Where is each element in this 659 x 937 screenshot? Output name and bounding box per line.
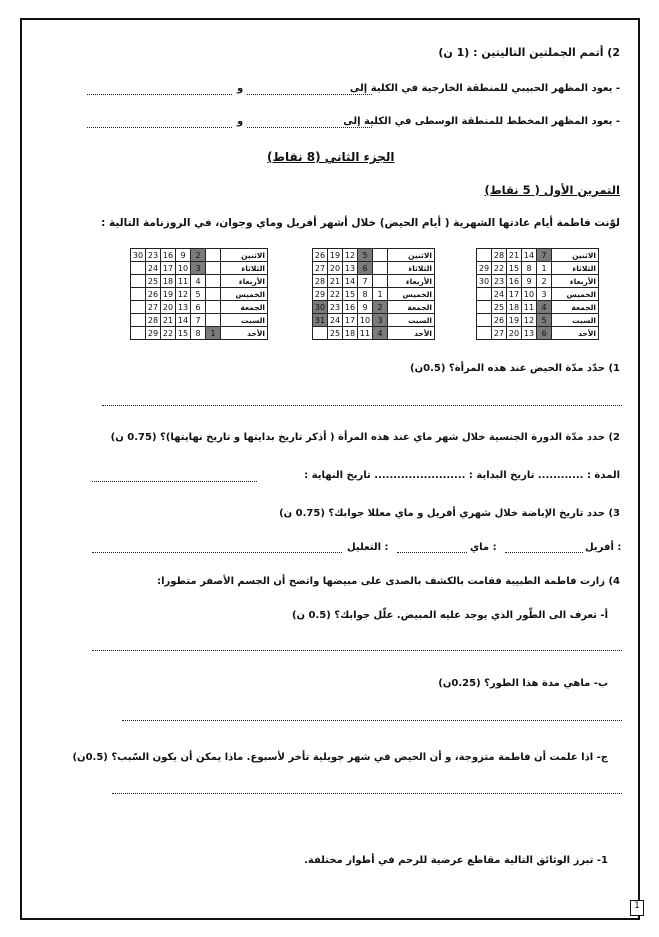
and-word-2: و xyxy=(237,116,244,127)
calendar-row xyxy=(313,314,435,327)
calendar-day-cell: 20 xyxy=(161,301,176,314)
calendar-day-cell: 22 xyxy=(492,262,507,275)
question-2: 2) حدد مدّة الدورة الجنسية خلال شهر ماي عند هذه المرأة ( أذكر تاريخ بدايتها و تاريخ نهايتها)؟ (0.75 ن) xyxy=(110,432,620,443)
calendar-day-cell: 16 xyxy=(343,301,358,314)
calendar-day-cell: 12 xyxy=(522,314,537,327)
calendar-day-cell: 5 xyxy=(191,288,206,301)
calendar-day-cell: 5 xyxy=(537,314,552,327)
calendar-day-cell: 16 xyxy=(507,275,522,288)
calendar-row xyxy=(313,327,435,340)
calendar-row xyxy=(477,301,599,314)
calendar-day-cell: 3 xyxy=(537,288,552,301)
calendar-day-cell xyxy=(206,275,221,288)
calendar-day-cell: 17 xyxy=(507,288,522,301)
calendar-day-cell: 31 xyxy=(313,314,328,327)
calendar-day-cell: 18 xyxy=(507,301,522,314)
calendar-row xyxy=(477,262,599,275)
calendar-day-cell: 19 xyxy=(161,288,176,301)
calendar-row xyxy=(131,249,268,262)
calendar-day-cell: 20 xyxy=(507,327,522,340)
calendar-day-cell: 24 xyxy=(328,314,343,327)
calendar-day-cell: 14 xyxy=(343,275,358,288)
blank-line[interactable] xyxy=(87,94,232,95)
calendar-day-cell xyxy=(131,314,146,327)
calendar-row xyxy=(313,275,435,288)
question-3: 3) حدد تاريخ الإباضة خلال شهري أفريل و ماي معللا جوابك؟ (0.75 ن) xyxy=(279,508,620,519)
blank-line[interactable] xyxy=(247,94,372,95)
calendar-day-cell: 6 xyxy=(191,301,206,314)
question-4a: أ- تعرف الى الطّور الذي يوجد عليه المبيض. علّل جوابك؟ (0.5 ن) xyxy=(291,610,608,621)
duration-label: المدة : ............ تاريخ البداية : ........................ تاريخ النهاية : xyxy=(304,470,620,481)
answer-line[interactable] xyxy=(122,720,622,721)
calendar-day-cell: 4 xyxy=(537,301,552,314)
weekday-label: الخميس xyxy=(552,288,599,301)
april-label: أفريل : xyxy=(585,542,622,553)
calendar-day-cell: 18 xyxy=(161,275,176,288)
calendar-day-cell: 6 xyxy=(358,262,373,275)
weekday-label: الأحد xyxy=(221,327,268,340)
answer-line[interactable] xyxy=(397,552,467,553)
justification-label: التعليل : xyxy=(347,542,389,553)
calendar-day-cell: 24 xyxy=(146,262,161,275)
calendar-day-cell: 1 xyxy=(373,288,388,301)
calendar-april xyxy=(476,248,599,340)
weekday-label: الخميس xyxy=(388,288,435,301)
calendar-day-cell: 13 xyxy=(176,301,191,314)
calendar-day-cell: 13 xyxy=(522,327,537,340)
calendar-day-cell: 1 xyxy=(537,262,552,275)
weekday-label: الأربعاء xyxy=(388,275,435,288)
calendar-day-cell xyxy=(206,262,221,275)
weekday-label: الأربعاء xyxy=(221,275,268,288)
intro-text: لوّنت فاطمة أيام عادتها الشهرية ( أيام الحيض) خلال أشهر أفريل وماي وجوان، في الروزنامة التالية : xyxy=(101,217,620,229)
calendar-day-cell: 26 xyxy=(313,249,328,262)
calendar-day-cell: 9 xyxy=(358,301,373,314)
calendar-day-cell: 1 xyxy=(206,327,221,340)
question-4: 4) زارت فاطمة الطبيبة فقامت بالكشف بالصدى على مبيضها واتضح أن الجسم الأصفر متطورا: xyxy=(157,576,620,587)
calendar-day-cell: 8 xyxy=(358,288,373,301)
calendar-day-cell: 5 xyxy=(358,249,373,262)
calendar-day-cell xyxy=(131,288,146,301)
calendar-day-cell: 18 xyxy=(343,327,358,340)
calendar-day-cell: 30 xyxy=(313,301,328,314)
weekday-label: الجمعة xyxy=(221,301,268,314)
calendar-row xyxy=(131,301,268,314)
calendar-may xyxy=(312,248,435,340)
answer-line[interactable] xyxy=(102,405,622,406)
part2-title: الجزء الثاني (8 نقاط) xyxy=(267,150,395,164)
calendar-day-cell: 21 xyxy=(328,275,343,288)
answer-line[interactable] xyxy=(92,481,257,482)
calendar-day-cell: 6 xyxy=(537,327,552,340)
calendar-day-cell: 4 xyxy=(373,327,388,340)
calendar-day-cell: 28 xyxy=(146,314,161,327)
calendar-day-cell xyxy=(477,249,492,262)
calendar-day-cell: 29 xyxy=(146,327,161,340)
calendar-day-cell: 3 xyxy=(191,262,206,275)
calendar-day-cell: 23 xyxy=(328,301,343,314)
calendar-day-cell: 22 xyxy=(328,288,343,301)
calendar-day-cell: 29 xyxy=(313,288,328,301)
calendar-day-cell: 22 xyxy=(161,327,176,340)
page-number: 1 xyxy=(630,900,644,916)
calendar-day-cell: 28 xyxy=(313,275,328,288)
calendar-row xyxy=(131,288,268,301)
calendar-day-cell: 7 xyxy=(191,314,206,327)
calendar-day-cell: 12 xyxy=(176,288,191,301)
answer-line[interactable] xyxy=(92,650,622,651)
answer-line[interactable] xyxy=(92,552,342,553)
calendar-day-cell: 7 xyxy=(358,275,373,288)
calendar-day-cell: 10 xyxy=(522,288,537,301)
calendar-day-cell: 21 xyxy=(161,314,176,327)
question-4c: ج- اذا علمت أن فاطمة متزوجة، و أن الحيض في شهر جويلية تأخر لأسبوع. ماذا يمكن أن يكون السّبب؟ (0.5ن) xyxy=(72,752,608,763)
weekday-label: الأحد xyxy=(552,327,599,340)
calendar-day-cell: 12 xyxy=(343,249,358,262)
calendar-row xyxy=(477,275,599,288)
q2-sentence-1: - يعود المظهر الحبيبي للمنطقة الخارجية في الكلية إلى xyxy=(349,83,620,94)
calendar-row xyxy=(313,288,435,301)
answer-line[interactable] xyxy=(112,793,622,794)
calendar-row xyxy=(131,314,268,327)
calendar-day-cell: 17 xyxy=(343,314,358,327)
calendar-day-cell xyxy=(131,275,146,288)
calendar-day-cell: 9 xyxy=(176,249,191,262)
calendar-day-cell: 21 xyxy=(507,249,522,262)
calendar-day-cell: 26 xyxy=(492,314,507,327)
may-label: ماي : xyxy=(470,542,497,553)
calendar-day-cell xyxy=(131,301,146,314)
calendar-day-cell: 19 xyxy=(328,249,343,262)
weekday-label: السبت xyxy=(388,314,435,327)
calendar-day-cell: 10 xyxy=(176,262,191,275)
weekday-label: الأحد xyxy=(388,327,435,340)
calendar-day-cell: 4 xyxy=(191,275,206,288)
weekday-label: الاثنين xyxy=(552,249,599,262)
calendar-day-cell xyxy=(477,327,492,340)
calendar-day-cell: 20 xyxy=(328,262,343,275)
calendar-row xyxy=(313,262,435,275)
calendar-day-cell: 11 xyxy=(358,327,373,340)
calendar-day-cell: 27 xyxy=(313,262,328,275)
weekday-label: الخميس xyxy=(221,288,268,301)
calendar-day-cell xyxy=(373,249,388,262)
weekday-label: السبت xyxy=(221,314,268,327)
calendar-day-cell: 10 xyxy=(358,314,373,327)
and-word-1: و xyxy=(237,83,244,94)
calendar-day-cell: 24 xyxy=(492,288,507,301)
calendar-row xyxy=(477,327,599,340)
calendar-row xyxy=(313,249,435,262)
calendar-day-cell xyxy=(373,275,388,288)
calendar-row xyxy=(313,301,435,314)
calendar-day-cell: 11 xyxy=(176,275,191,288)
calendar-day-cell: 14 xyxy=(522,249,537,262)
calendar-day-cell xyxy=(206,314,221,327)
weekday-label: الثلاثاء xyxy=(552,262,599,275)
calendar-day-cell: 8 xyxy=(191,327,206,340)
q2-sentence-2: - يعود المظهر المخطط للمنطقة الوسطى في الكلية إلى xyxy=(343,116,620,127)
exercise1-title: التمرين الأول ( 5 نقاط) xyxy=(484,183,620,197)
calendar-row xyxy=(131,327,268,340)
calendar-day-cell: 25 xyxy=(492,301,507,314)
calendar-day-cell: 25 xyxy=(146,275,161,288)
calendar-day-cell xyxy=(477,314,492,327)
answer-line[interactable] xyxy=(505,552,583,553)
calendar-day-cell: 11 xyxy=(522,301,537,314)
weekday-label: الجمعة xyxy=(388,301,435,314)
calendar-day-cell: 15 xyxy=(343,288,358,301)
calendar-row xyxy=(477,288,599,301)
calendar-day-cell: 29 xyxy=(477,262,492,275)
calendar-day-cell xyxy=(206,301,221,314)
calendar-june xyxy=(130,248,268,340)
blank-line[interactable] xyxy=(87,127,232,128)
calendar-day-cell: 8 xyxy=(522,262,537,275)
exam-page xyxy=(20,18,640,920)
calendar-day-cell xyxy=(206,288,221,301)
calendar-day-cell: 7 xyxy=(537,249,552,262)
calendar-day-cell: 23 xyxy=(146,249,161,262)
calendar-row xyxy=(131,275,268,288)
weekday-label: الثلاثاء xyxy=(388,262,435,275)
calendar-day-cell: 14 xyxy=(176,314,191,327)
calendar-day-cell: 13 xyxy=(343,262,358,275)
weekday-label: السبت xyxy=(552,314,599,327)
final-item: 1- تبرز الوثائق التالية مقاطع عرضية للرحم في أطوار مختلفة. xyxy=(304,855,608,866)
q2-heading: 2) أتمم الجملتين التاليتين : (1 ن) xyxy=(438,46,620,59)
calendar-day-cell: 15 xyxy=(507,262,522,275)
calendar-day-cell xyxy=(131,327,146,340)
calendar-day-cell: 26 xyxy=(146,288,161,301)
calendar-day-cell: 30 xyxy=(477,275,492,288)
calendar-day-cell: 27 xyxy=(492,327,507,340)
calendar-day-cell xyxy=(477,288,492,301)
weekday-label: الأربعاء xyxy=(552,275,599,288)
calendar-day-cell: 17 xyxy=(161,262,176,275)
weekday-label: الجمعة xyxy=(552,301,599,314)
calendar-day-cell: 16 xyxy=(161,249,176,262)
calendar-day-cell xyxy=(373,262,388,275)
calendar-day-cell: 19 xyxy=(507,314,522,327)
question-4b: ب- ماهي مدة هذا الطور؟ (0.25ن) xyxy=(438,678,608,689)
calendar-day-cell: 28 xyxy=(492,249,507,262)
calendar-day-cell xyxy=(477,301,492,314)
calendar-day-cell: 2 xyxy=(537,275,552,288)
weekday-label: الاثنين xyxy=(221,249,268,262)
calendar-day-cell: 25 xyxy=(328,327,343,340)
weekday-label: الثلاثاء xyxy=(221,262,268,275)
calendar-day-cell: 9 xyxy=(522,275,537,288)
blank-line[interactable] xyxy=(247,127,372,128)
calendar-day-cell xyxy=(206,249,221,262)
calendar-day-cell: 23 xyxy=(492,275,507,288)
calendar-day-cell xyxy=(131,262,146,275)
calendar-day-cell xyxy=(313,327,328,340)
question-1: 1) حدّد مدّة الحيض عند هذه المرأة؟ (0.5ن) xyxy=(410,363,620,374)
calendar-row xyxy=(477,249,599,262)
calendar-day-cell: 15 xyxy=(176,327,191,340)
calendar-row xyxy=(131,262,268,275)
calendar-row xyxy=(477,314,599,327)
calendar-day-cell: 30 xyxy=(131,249,146,262)
calendar-day-cell: 2 xyxy=(373,301,388,314)
weekday-label: الاثنين xyxy=(388,249,435,262)
calendar-day-cell: 27 xyxy=(146,301,161,314)
calendar-day-cell: 3 xyxy=(373,314,388,327)
calendar-day-cell: 2 xyxy=(191,249,206,262)
